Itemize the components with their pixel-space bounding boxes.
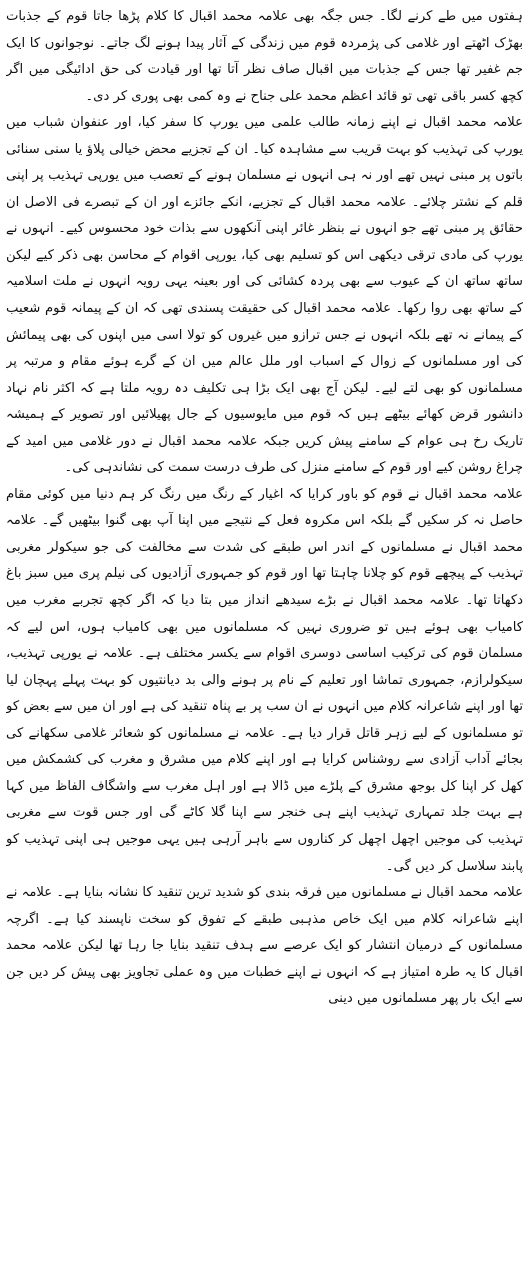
paragraph-1: ہفتوں میں طے کرنے لگا۔ جس جگہ بھی علامہ محمد اقبال کا کلام پڑھا جاتا قوم کے جذبات بھڑک اٹھتے اور غلامی کی پژمردہ قوم میں زندگی کے آثار پیدا ہونے لگ جاتے۔ نوجوانوں کا ایک جم غفیر تھا جس کے جذبات میں اقبال صاف نظر آتا تھا اور قیادت کی حق ادائیگی میں اگر کچھ کسر باقی تھی تو قائد اعظم محمد علی جناح نے وہ کمی بھی پوری کر دی۔ (6, 9, 523, 104)
paragraph-3: علامہ محمد اقبال نے قوم کو باور کرایا کہ اغیار کے رنگ میں رنگ کر ہم دنیا میں کوئی مقام حاصل نہ کر سکیں گے بلکہ اس مکروہ فعل کے نتیجے میں اپنا آپ بھی گنوا بیٹھیں گے۔ علامہ محمد اقبال نے مسلمانوں کے اندر اس طبقے کی شدت سے مخالفت کی جو سیکولر مغربی تہذیب کے پیچھے قوم کو چلانا چاہتا تھا اور قوم کو جمہوری آزادیوں کی نیلم پری میں سبز باغ دکھاتا تھا۔ علامہ محمد اقبال نے بڑے سیدھے انداز میں بتا دیا کہ اگر کچھ تجربے مغرب میں کامیاب بھی ہوئے ہیں تو ضروری نہیں کہ مسلمانوں میں بھی کامیاب ہوں، اس لیے کہ مسلمان قوم کی ترکیب اساسی دوسری اقوام سے یکسر مختلف ہے۔ علامہ نے یورپی تہذیب، سیکولرازم، جمہوری تماشا اور تعلیم کے نام پر ہونے والی بد دیانتیوں کو بہت پہلے پہچان لیا تھا اور اپنے شاعرانہ کلام میں انہوں نے ان سب پر بے پناہ تنقید کی ہے اور ان میں سے بعض کو تو مسلمانوں کے لیے زہر قاتل قرار دیا ہے۔ علامہ نے مسلمانوں کو شعائر غلامی سکھانے کی بجائے آداب آزادی سے روشناس کرایا ہے اور اپنے کلام میں مشرق و مغرب کی کشمکش میں کھل کر اپنا کل بوجھ مشرق کے پلڑے میں ڈالا ہے اور اہل مغرب سے واشگاف الفاظ میں کہا ہے بہت جلد تمہاری تہذیب اپنے ہی خنجر سے اپنا گلا کاٹے گی اور جس قوت سے مغربی تہذیب کی موجیں اچھل اچھل کر کناروں سے باہر آرہی ہیں یہی موجیں ہی اپنی تہذیب کو پابند سلاسل کر دیں گی۔ (6, 486, 523, 874)
article-page (6, 4, 523, 1254)
paragraph-2: علامہ محمد اقبال نے اپنے زمانہ طالب علمی میں یورپ کا سفر کیا، اور عنفوان شباب میں یورپ کی تہذیب کو بہت قریب سے مشاہدہ کیا۔ ان کے تجزیے محض خیالی پلاؤ یا سنی سنائی باتوں پر مبنی نہیں تھے اور نہ ہی انہوں نے مسلمان ہونے کے تعصب میں یورپی تہذیب پر اپنی قلم کے نشتر چلائے۔ علامہ محمد اقبال کے تجزیے، انکے جائزے اور ان کے تبصرے فی الاصل ان حقائق پر مبنی تھے جو انہوں نے بنظر غائر اپنی آنکھوں سے بذات خود محسوس کیے۔ انہوں نے یورپ کی مادی ترقی دیکھی اس کو تسلیم بھی کیا، یورپی اقوام کے محاسن بھی ذکر کیے لیکن ساتھ ساتھ ان کے عیوب سے بھی پردہ کشائی کی اور بعینہ یہی رویہ انہوں نے ملت اسلامیہ کے ساتھ بھی روا رکھا۔ علامہ محمد اقبال کی حقیقت پسندی تھی کہ ان کے پیمانہ قوم شعیب کے پیمانے نہ تھے بلکہ انہوں نے جس ترازو میں غیروں کو تولا اسی میں اپنوں کی بھی پیمائش کی اور مسلمانوں کے زوال کے اسباب اور ملل عالم میں ان کے گرے ہوئے مقام و مرتبہ پر مسلمانوں کو بھی لتے لیے۔ لیکن آج بھی ایک بڑا ہی تکلیف دہ رویہ ملتا ہے کہ اکثر نام نہاد دانشور قرض کھائے بیٹھے ہیں کہ قوم میں مایوسیوں کے جال پھیلائیں اور تصویر کے ہمیشہ تاریک رخ ہی عوام کے سامنے پیش کریں جبکہ علامہ محمد اقبال نے دور غلامی میں امید کے چراغ روشن کیے اور قوم کے سامنے منزل کی طرف درست سمت کی نشاندہی کی۔ (6, 115, 523, 476)
paragraph-4: علامہ محمد اقبال نے مسلمانوں میں فرقہ بندی کو شدید ترین تنقید کا نشانہ بنایا ہے۔ علامہ نے اپنے شاعرانہ کلام میں ایک خاص مذہبی طبقے کے تفوق کو سخت ناپسند کیا ہے۔ اگرچہ مسلمانوں کے درمیان انتشار کو ایک عرصے سے ہدف تنقید بنایا جا رہا تھا لیکن علامہ محمد اقبال کا یہ طرہ امتیاز ہے کہ انہوں نے اپنے خطبات میں وہ عملی تجاویز بھی پیش کر دیں جن سے ایک بار پھر مسلمانوں میں دینی (6, 885, 523, 1007)
